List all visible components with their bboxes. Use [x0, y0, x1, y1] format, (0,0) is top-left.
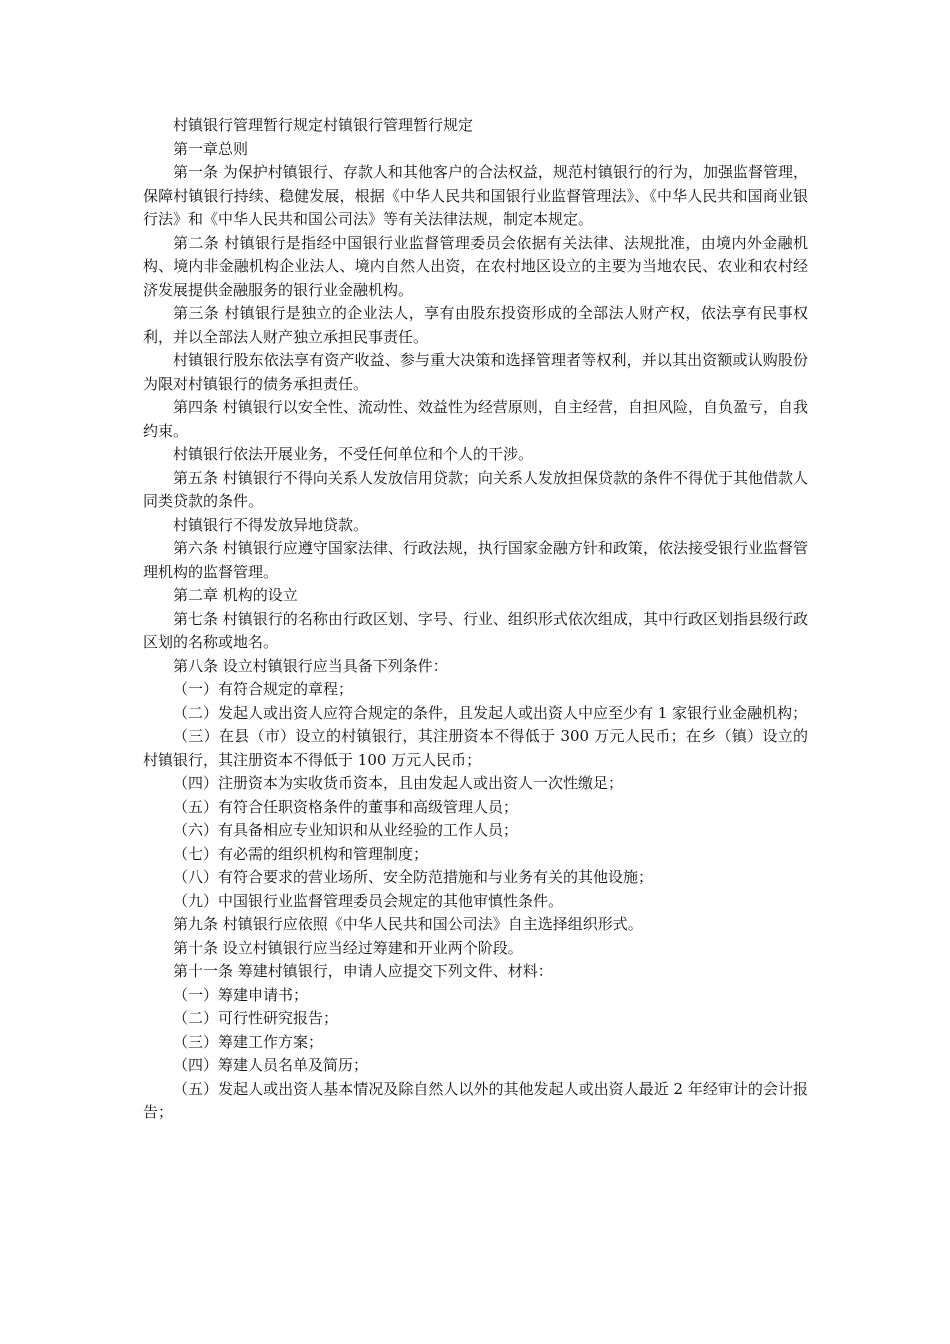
list-item: （二）可行性研究报告；	[173, 1009, 339, 1027]
article-paragraph: 第三条 村镇银行是独立的企业法人，享有由股东投资形成的全部法人财产权，依法享有民事权利，并以全部法人财产独立承担民事责任。	[143, 304, 808, 346]
article-paragraph: 第十条 设立村镇银行应当经过筹建和开业两个阶段。	[173, 938, 523, 957]
article-paragraph: 村镇银行股东依法享有资产收益、参与重大决策和选择管理者等权利，并以其出资额或认购股份为限对村镇银行的债务承担责任。	[143, 351, 808, 393]
article-paragraph: 村镇银行依法开展业务，不受任何单位和个人的干涉。	[173, 445, 534, 463]
article-paragraph: 第六条 村镇银行应遵守国家法律、行政法规，执行国家金融方针和政策，依法接受银行业监督管理机构的监督管理。	[143, 539, 808, 581]
list-item: （一）有符合规定的章程；	[173, 680, 354, 698]
article-paragraph: 第五条 村镇银行不得向关系人发放信用贷款；向关系人发放担保贷款的条件不得优于其他借款人同类贷款的条件。	[143, 468, 808, 510]
list-item: （三）在县（市）设立的村镇银行，其注册资本不得低于 300 万元人民币；在乡（镇）设立的村镇银行，其注册资本不得低于 100 万元人民币；	[143, 727, 808, 769]
list-item: （六）有具备相应专业知识和从业经验的工作人员；	[173, 821, 519, 839]
list-item: （八）有符合要求的营业场所、安全防范措施和与业务有关的其他设施；	[173, 868, 654, 886]
list-item: （一）筹建申请书；	[173, 985, 309, 1004]
list-item: （五）发起人或出资人基本情况及除自然人以外的其他发起人或出资人最近 2 年经审计的会计报告；	[143, 1079, 808, 1121]
list-item: （四）筹建人员名单及简历；	[173, 1056, 369, 1074]
chapter-heading: 第一章总则	[173, 139, 249, 158]
article-paragraph: 第四条 村镇银行以安全性、流动性、效益性为经营原则，自主经营，自担风险，自负盈亏，自我约束。	[143, 398, 808, 440]
article-paragraph: 第十一条 筹建村镇银行，申请人应提交下列文件、材料：	[173, 962, 553, 980]
list-item: （三）筹建工作方案；	[173, 1032, 324, 1051]
article-paragraph: 第二条 村镇银行是指经中国银行业监督管理委员会依据有关法律、法规批准，由境内外金融机构、境内非金融机构企业法人、境内自然人出资，在农村地区设立的主要为当地农民、农业和农村经济发展提供金融服务的银行业金融机构。	[143, 233, 808, 299]
list-item: （九）中国银行业监督管理委员会规定的其他审慎性条件。	[173, 891, 564, 910]
chapter-heading: 第二章 机构的设立	[173, 586, 298, 604]
document-title: 村镇银行管理暂行规定村镇银行管理暂行规定	[173, 116, 474, 134]
article-paragraph: 村镇银行不得发放异地贷款。	[173, 515, 369, 534]
article-paragraph: 第九条 村镇银行应依照《中华人民共和国公司法》自主选择组织形式。	[173, 915, 643, 933]
list-item: （四）注册资本为实收货币资本，且由发起人或出资人一次性缴足；	[173, 774, 624, 792]
article-paragraph: 第八条 设立村镇银行应当具备下列条件：	[173, 656, 448, 675]
article-paragraph: 第七条 村镇银行的名称由行政区划、字号、行业、组织形式依次组成，其中行政区划指县级行政区划的名称或地名。	[143, 609, 808, 651]
article-paragraph: 第一条 为保护村镇银行、存款人和其他客户的合法权益，规范村镇银行的行为，加强监督管理，保障村镇银行持续、稳健发展，根据《中华人民共和国银行业监督管理法》、《中华人民共和国商业银行法》和《中华人民共和国公司法》等有关法律法规，制定本规定。	[143, 163, 808, 228]
list-item: （五）有符合任职资格条件的董事和高级管理人员；	[173, 797, 519, 816]
list-item: （七）有必需的组织机构和管理制度；	[173, 844, 429, 863]
list-item: （二）发起人或出资人应符合规定的条件，且发起人或出资人中应至少有 1 家银行业金融机构；	[173, 703, 808, 722]
document-page	[143, 114, 808, 1125]
